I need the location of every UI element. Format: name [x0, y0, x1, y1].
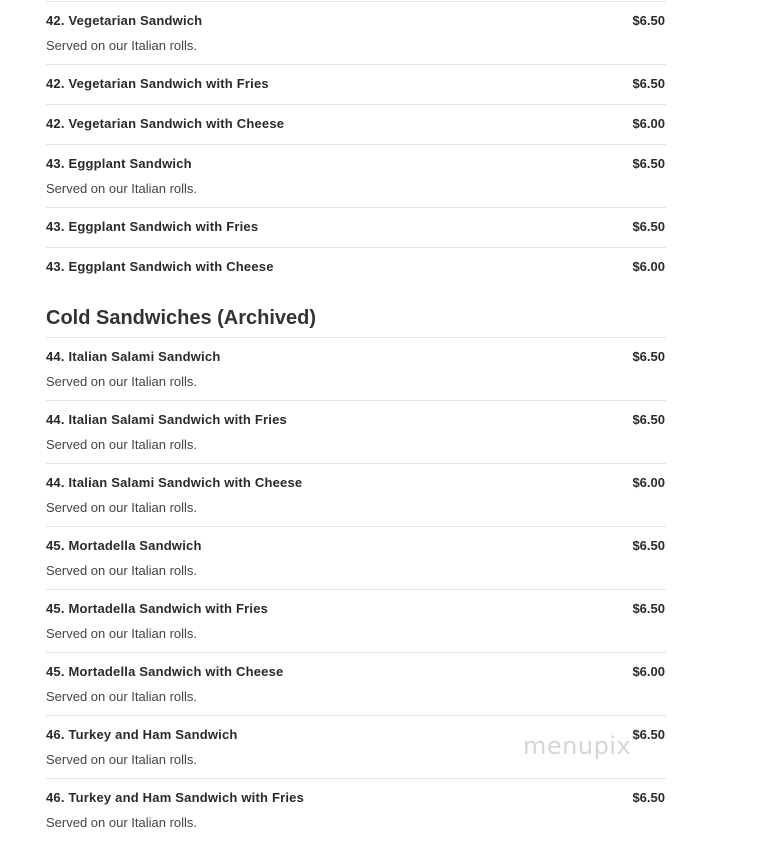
item-description: Served on our Italian rolls.	[46, 437, 198, 452]
item-description: Served on our Italian rolls.	[46, 374, 198, 389]
menu-item[interactable]	[46, 104, 666, 144]
item-name: 43. Eggplant Sandwich with Fries	[46, 219, 259, 234]
item-price: $6.50	[632, 156, 665, 171]
item-name: 46. Turkey and Ham Sandwich	[46, 727, 238, 742]
item-description: Served on our Italian rolls.	[46, 752, 198, 767]
item-price: $6.50	[632, 76, 665, 91]
menu-item[interactable]	[46, 652, 666, 715]
item-name: 45. Mortadella Sandwich with Fries	[46, 601, 269, 616]
item-price: $6.00	[632, 259, 665, 274]
section-title: Cold Sandwiches (Archived)	[46, 307, 317, 329]
item-description: Served on our Italian rolls.	[46, 500, 198, 515]
menu-item[interactable]	[46, 526, 666, 589]
item-name: 44. Italian Salami Sandwich	[46, 349, 221, 364]
item-price: $6.00	[632, 116, 665, 131]
item-name: 42. Vegetarian Sandwich	[46, 13, 203, 28]
item-price: $6.50	[632, 601, 665, 616]
item-price: $6.00	[632, 475, 665, 490]
item-name: 44. Italian Salami Sandwich with Fries	[46, 412, 287, 427]
menu-item[interactable]	[46, 207, 666, 247]
item-price: $6.50	[632, 727, 665, 742]
item-name: 46. Turkey and Ham Sandwich with Fries	[46, 790, 305, 805]
menu-item[interactable]	[46, 1, 666, 64]
item-price: $6.50	[632, 790, 665, 805]
item-name: 44. Italian Salami Sandwich with Cheese	[46, 475, 303, 490]
menu-item[interactable]	[46, 400, 666, 463]
item-name: 45. Mortadella Sandwich	[46, 538, 202, 553]
menu-item[interactable]	[46, 589, 666, 652]
item-price: $6.50	[632, 13, 665, 28]
menu-item[interactable]	[46, 64, 666, 104]
menu-item[interactable]	[46, 337, 666, 400]
item-price: $6.50	[632, 349, 665, 364]
item-name: 42. Vegetarian Sandwich with Cheese	[46, 116, 285, 131]
item-description: Served on our Italian rolls.	[46, 689, 198, 704]
menu-item[interactable]	[46, 144, 666, 207]
item-name: 42. Vegetarian Sandwich with Fries	[46, 76, 269, 91]
item-name: 43. Eggplant Sandwich with Cheese	[46, 259, 274, 274]
item-price: $6.00	[632, 664, 665, 679]
item-name: 45. Mortadella Sandwich with Cheese	[46, 664, 284, 679]
item-description: Served on our Italian rolls.	[46, 815, 198, 830]
item-price: $6.50	[632, 412, 665, 427]
item-name: 43. Eggplant Sandwich	[46, 156, 192, 171]
item-price: $6.50	[632, 538, 665, 553]
watermark: menupix	[523, 732, 632, 760]
menu-item[interactable]	[46, 463, 666, 526]
item-description: Served on our Italian rolls.	[46, 181, 198, 196]
item-price: $6.50	[632, 219, 665, 234]
item-description: Served on our Italian rolls.	[46, 626, 198, 641]
item-description: Served on our Italian rolls.	[46, 38, 198, 53]
item-description: Served on our Italian rolls.	[46, 563, 198, 578]
menu-item[interactable]	[46, 247, 666, 287]
